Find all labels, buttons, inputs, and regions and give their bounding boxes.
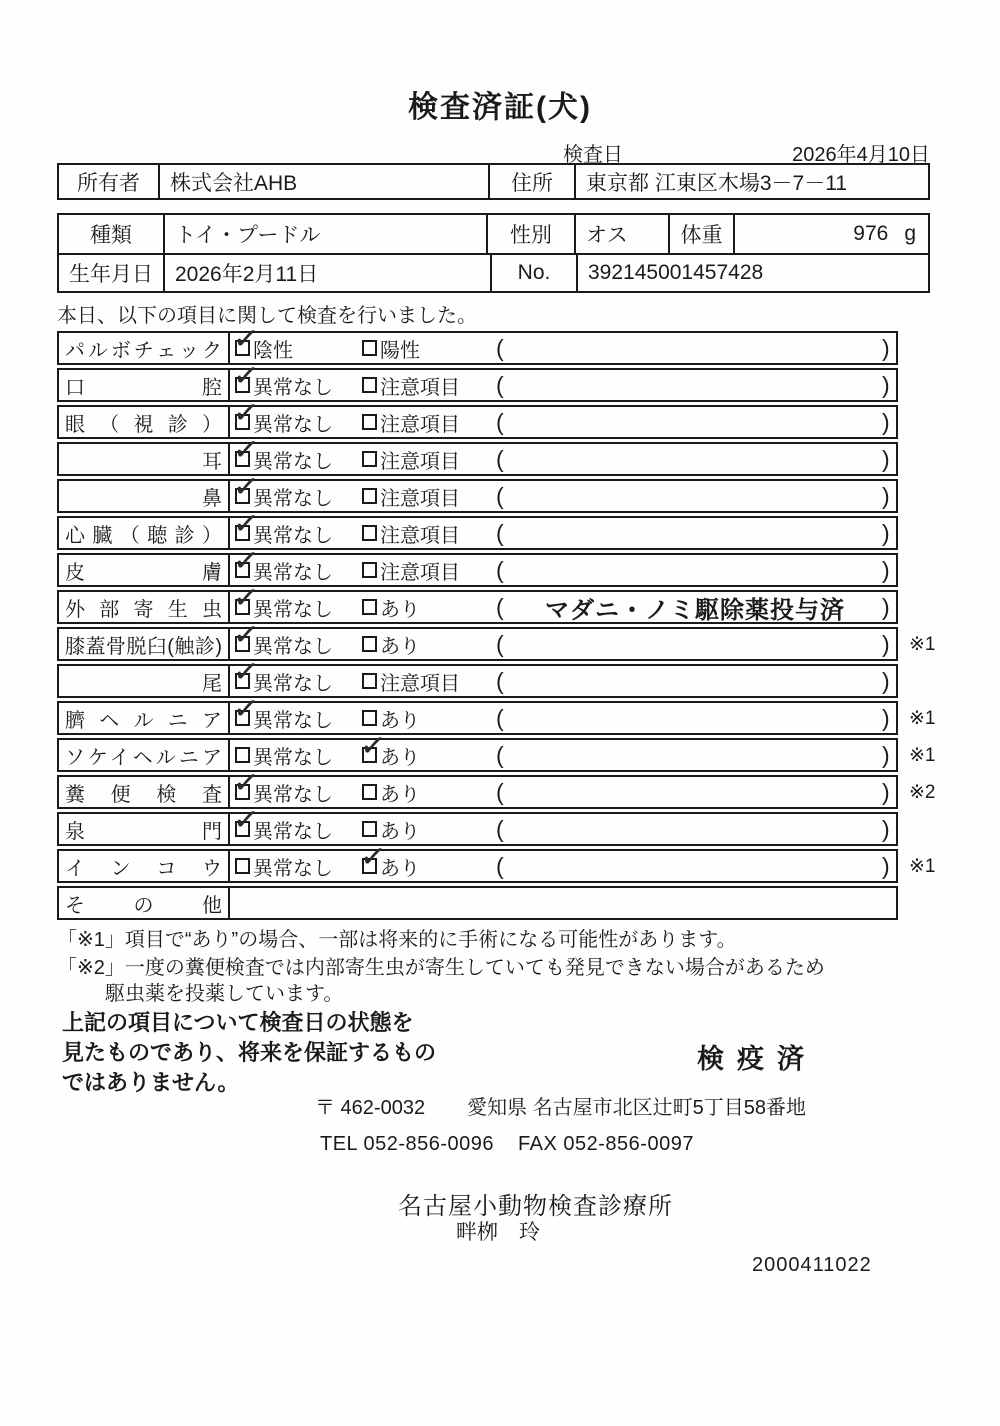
owner-info-table	[57, 163, 930, 200]
pet-info-row-1	[59, 215, 928, 253]
paren-close: )	[882, 742, 890, 768]
row-ref: ※2	[909, 782, 936, 803]
checkbox-caution	[362, 673, 377, 689]
pet-info-table	[57, 213, 930, 293]
paren-open: (	[496, 557, 504, 583]
clinic-tel: TEL 052-856-0096	[320, 1133, 495, 1155]
checklist-row-oral-cavity	[57, 368, 898, 402]
footnote-ref2-line2: 駆虫薬を投薬しています。	[105, 983, 344, 1005]
paren-open: (	[496, 335, 504, 361]
checkbox-no-abnormality	[235, 858, 250, 874]
row-note	[511, 370, 879, 400]
checkbox-positive	[362, 340, 377, 356]
opt2-label: あり	[380, 598, 420, 621]
checkbox-caution	[362, 488, 377, 504]
opt2-label: 注意項目	[380, 450, 460, 473]
certificate-number-value: 392145001457428	[588, 261, 764, 284]
checklist-row-parvo-check	[57, 331, 898, 365]
paren-open: (	[496, 409, 504, 435]
paren-close: )	[882, 631, 890, 657]
checklist-row-eyes	[57, 405, 898, 439]
checklist-row-nose	[57, 479, 898, 513]
opt2-label: 注意項目	[380, 487, 460, 510]
checklist-row-cryptorchidism	[57, 849, 936, 883]
row-note	[511, 740, 879, 770]
checkbox-no-abnormality	[235, 525, 250, 541]
checklist-row-fecal-exam	[57, 775, 936, 809]
veterinarian-name: 畔栁 玲	[456, 1221, 540, 1244]
row-note	[511, 444, 879, 474]
checklist-row-umbilical-hernia	[57, 701, 936, 735]
paren-close: )	[882, 409, 890, 435]
checklist-row-ears	[57, 442, 898, 476]
checkbox-present	[362, 747, 377, 763]
weight-value: 976	[853, 222, 889, 245]
opt1-label: 異常なし	[253, 783, 333, 806]
checkbox-present	[362, 710, 377, 726]
weight-label: 体重	[670, 215, 735, 253]
row-label: 外部寄生虫	[65, 598, 222, 621]
paren-close: )	[882, 520, 890, 546]
paren-close: )	[882, 816, 890, 842]
opt2-label: あり	[380, 709, 420, 732]
checkbox-present	[362, 784, 377, 800]
clinic-phone-line	[320, 1133, 694, 1156]
paren-open: (	[496, 742, 504, 768]
opt2-label: あり	[380, 635, 420, 658]
paren-open: (	[496, 483, 504, 509]
checkbox-present	[362, 858, 377, 874]
checklist-row-heart	[57, 516, 898, 550]
footnote-ref1: 「※1」項目で“あり”の場合、一部は将来的に手術になる可能性があります。	[57, 929, 737, 951]
pet-info-row-2	[59, 253, 928, 291]
opt1-label: 陰性	[253, 339, 293, 362]
opt1-label: 異常なし	[253, 635, 333, 658]
opt1-label: 異常なし	[253, 450, 333, 473]
intro-text: 本日、以下の項目に関して検査を行いました。	[57, 305, 477, 327]
opt1-label: 異常なし	[253, 709, 333, 732]
opt1-label: 異常なし	[253, 376, 333, 399]
address-value: 東京都 江東区木場3－7－11	[586, 171, 847, 195]
sex-label: 性別	[488, 215, 576, 253]
opt2-label: 陽性	[380, 339, 420, 362]
checkbox-present	[362, 636, 377, 652]
paren-close: )	[882, 483, 890, 509]
paren-close: )	[882, 557, 890, 583]
row-note	[511, 333, 879, 363]
opt2-label: 注意項目	[380, 561, 460, 584]
checkbox-no-abnormality	[235, 636, 250, 652]
checkbox-caution	[362, 451, 377, 467]
paren-close: )	[882, 446, 890, 472]
paren-open: (	[496, 705, 504, 731]
row-ref: ※1	[909, 745, 936, 766]
opt2-label: 注意項目	[380, 524, 460, 547]
row-label: 眼（視診）	[65, 413, 222, 436]
row-note: マダニ・ノミ駆除薬投与済	[545, 596, 845, 624]
owner-value: 株式会社AHB	[170, 171, 298, 195]
paren-close: )	[882, 668, 890, 694]
checkbox-no-abnormality	[235, 377, 250, 393]
paren-open: (	[496, 446, 504, 472]
certificate-title: 検査済証(犬)	[408, 91, 592, 124]
opt2-label: あり	[380, 820, 420, 843]
checkbox-negative	[235, 340, 250, 356]
paren-open: (	[496, 816, 504, 842]
row-ref: ※1	[909, 856, 936, 877]
owner-label: 所有者	[59, 165, 160, 198]
opt2-label: 注意項目	[380, 672, 460, 695]
row-label: 泉門	[65, 820, 222, 843]
paren-close: )	[882, 853, 890, 879]
row-label: 皮膚	[65, 561, 222, 584]
checklist-row-tail	[57, 664, 898, 698]
row-label: 耳	[65, 450, 242, 473]
row-label: 臍ヘルニア	[65, 709, 222, 732]
clinic-postal-code: 〒 462-0032	[315, 1097, 426, 1119]
row-label: 鼻	[65, 487, 242, 510]
row-note	[511, 555, 879, 585]
paren-close: )	[882, 335, 890, 361]
paren-open: (	[496, 668, 504, 694]
opt1-label: 異常なし	[253, 561, 333, 584]
birthdate-label: 生年月日	[59, 255, 165, 291]
paren-open: (	[496, 594, 504, 620]
disclaimer-line3: ではありません。	[62, 1070, 240, 1095]
checkbox-no-abnormality	[235, 710, 250, 726]
paren-close: )	[882, 372, 890, 398]
row-label: 口腔	[65, 376, 222, 399]
checklist-row-patella	[57, 627, 936, 661]
paren-open: (	[496, 631, 504, 657]
row-note	[511, 703, 879, 733]
row-label: パルボチェック	[65, 339, 222, 362]
checklist-row-external-parasites	[57, 590, 898, 624]
opt2-label: 注意項目	[380, 413, 460, 436]
row-ref: ※1	[909, 634, 936, 655]
document-code: 2000411022	[752, 1254, 872, 1276]
opt1-label: 異常なし	[253, 524, 333, 547]
certificate-number-label: No.	[492, 255, 578, 291]
paren-close: )	[882, 779, 890, 805]
opt1-label: 異常なし	[253, 820, 333, 843]
opt1-label: 異常なし	[253, 857, 333, 880]
paren-open: (	[496, 853, 504, 879]
row-note	[511, 407, 879, 437]
checkbox-caution	[362, 562, 377, 578]
clinic-postal-address	[315, 1091, 806, 1120]
breed-value: トイ・プードル	[165, 215, 488, 253]
checkbox-caution	[362, 414, 377, 430]
row-label: 膝蓋骨脱臼(触診)	[65, 635, 222, 658]
opt2-label: あり	[380, 857, 420, 880]
checklist-table	[57, 331, 936, 923]
footnote-ref2-line1: 「※2」一度の糞便検査では内部寄生虫が寄生していても発見できない場合があるため	[57, 957, 825, 979]
sex-value: オス	[576, 215, 670, 253]
paren-close: )	[882, 594, 890, 620]
checkbox-no-abnormality	[235, 747, 250, 763]
checkbox-caution	[362, 525, 377, 541]
opt1-label: 異常なし	[253, 413, 333, 436]
disclaimer-line2: 見たものであり、将来を保証するもの	[62, 1040, 437, 1065]
checkbox-no-abnormality	[235, 821, 250, 837]
row-note	[511, 629, 879, 659]
address-label: 住所	[488, 165, 576, 198]
paren-close: )	[882, 705, 890, 731]
opt2-label: 注意項目	[380, 376, 460, 399]
clinic-fax: FAX 052-856-0097	[518, 1133, 694, 1155]
inspection-date-value: 2026年4月10日	[792, 144, 930, 166]
checkbox-caution	[362, 377, 377, 393]
checkbox-no-abnormality	[235, 414, 250, 430]
row-note	[511, 518, 879, 548]
checkbox-no-abnormality	[235, 784, 250, 800]
row-note	[511, 851, 879, 881]
checklist-row-other	[57, 886, 898, 920]
checkbox-present	[362, 821, 377, 837]
birthdate-value: 2026年2月11日	[165, 255, 492, 291]
opt1-label: 異常なし	[253, 487, 333, 510]
opt1-label: 異常なし	[253, 672, 333, 695]
checkbox-no-abnormality	[235, 451, 250, 467]
checkbox-no-abnormality	[235, 599, 250, 615]
row-label: 心臓（聴診）	[65, 524, 222, 547]
clinic-name: 名古屋小動物検査診療所	[398, 1193, 673, 1220]
checkbox-no-abnormality	[235, 673, 250, 689]
row-note	[511, 814, 879, 844]
row-note	[511, 666, 879, 696]
paren-open: (	[496, 779, 504, 805]
row-label: 尾	[65, 672, 242, 695]
opt1-label: 異常なし	[253, 598, 333, 621]
row-note	[511, 481, 879, 511]
paren-open: (	[496, 520, 504, 546]
row-label: ソケイヘルニア	[65, 746, 222, 769]
checkbox-no-abnormality	[235, 562, 250, 578]
row-ref: ※1	[909, 708, 936, 729]
row-label: 糞便検査	[65, 783, 222, 806]
checklist-row-skin	[57, 553, 898, 587]
row-note	[511, 777, 879, 807]
weight-unit: g	[904, 222, 916, 245]
inspection-date-label: 検査日	[563, 144, 623, 166]
checklist-row-inguinal-hernia	[57, 738, 936, 772]
clinic-address: 愛知県 名古屋市北区辻町5丁目58番地	[467, 1097, 807, 1119]
checklist-row-fontanelle	[57, 812, 898, 846]
opt1-label: 異常なし	[253, 746, 333, 769]
row-label: インコウ	[65, 857, 222, 880]
checkbox-no-abnormality	[235, 488, 250, 504]
checkbox-present	[362, 599, 377, 615]
opt2-label: あり	[380, 746, 420, 769]
opt2-label: あり	[380, 783, 420, 806]
quarantine-stamp: 検疫済	[697, 1044, 817, 1074]
paren-open: (	[496, 372, 504, 398]
breed-label: 種類	[59, 215, 165, 253]
disclaimer-line1: 上記の項目について検査日の状態を	[62, 1010, 414, 1035]
row-label: その他	[65, 894, 222, 917]
